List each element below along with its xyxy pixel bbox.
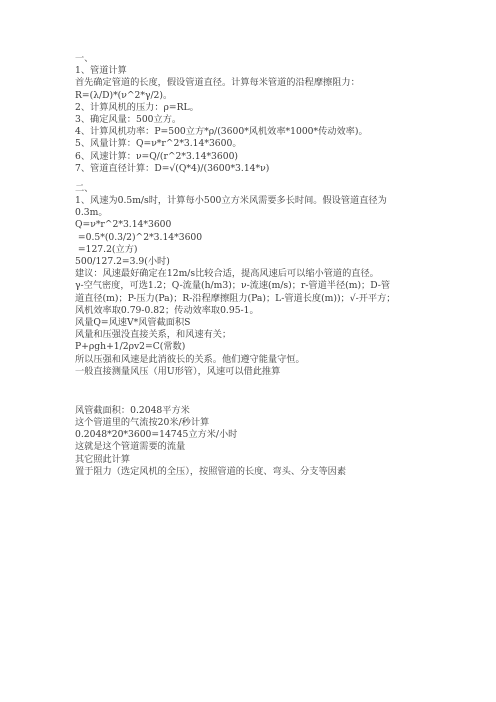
section1-heading: 一、	[75, 53, 94, 64]
section1-line: 7、管道直径计算：D=√(Q*4)/(3600*3.14*ν)	[75, 162, 270, 174]
section3-line: 置于阻力（选定风机的全压），按照管道的长度、弯头、分支等因素	[75, 465, 347, 477]
section3-line: 风管截面积：0.2048平方米	[75, 404, 190, 416]
section2-line: P+ρgh+1/2ρv2=C(常数)	[75, 341, 186, 353]
section3-line: 这就是这个管道需要的流量	[75, 441, 186, 453]
section1-line: 4、计算风机功率：P=500立方*ρ/(3600*风机效率*1000*传动效率)。	[75, 126, 368, 138]
section2-line: 500/127.2=3.9(小时)	[75, 256, 170, 267]
section3-line: 这个管道里的气流按20米/秒计算	[75, 417, 210, 429]
section1-line: 5、风量计算：Q=ν*r^2*3.14*3600。	[75, 138, 242, 150]
section1-line: R=(λ/D)*(ν^2*γ/2)。	[75, 89, 173, 101]
section2-line: 道直径(m)；P-压力(Pa)；R-沿程摩擦阻力(Pa)；L-管道长度(m))；√-开平方；	[75, 292, 396, 304]
section2-line: γ-空气密度，可选1.2；Q-流量(h/m3)；ν-流速(m/s)；r-管道半径(m)；D-管	[75, 280, 391, 292]
section1-line: 首先确定管道的长度，假设管道直径。计算每米管道的沿程摩擦阻力：	[75, 77, 360, 89]
spacer	[75, 175, 425, 183]
section1-line: 6、风速计算：ν=Q/(r^2*3.14*3600)	[75, 150, 239, 162]
section2-line: 风量和压强没直接关系，和风速有关；	[75, 329, 232, 341]
section2-line: =0.5*(0.3/2)^2*3.14*3600	[75, 231, 203, 243]
section3-line: 其它照此计算	[75, 453, 131, 465]
document-body	[75, 53, 425, 478]
section3-line: 0.2048*20*3600=14745立方米/小时	[75, 429, 238, 441]
section2-line: 所以压强和风速是此消彼长的关系。他们遵守能量守恒。	[75, 353, 305, 365]
section2-heading: 二、	[75, 182, 94, 194]
section1-line: 2、计算风机的压力：ρ=RL。	[75, 101, 199, 113]
section2-line: 1、风速为0.5m/s时，计算每小500立方米风需要多长时间。假设管道直径为	[75, 195, 387, 207]
section2-line: 0.3m。	[75, 207, 108, 219]
section1-line: 3、确定风量：500立方。	[75, 113, 182, 125]
section2-line: 风机效率取0.79-0.82；传动效率取0.95-1。	[75, 304, 259, 316]
section2-line: 一般直接测量风压（用U形管），风速可以借此推算	[75, 365, 281, 377]
section1-line: 1、管道计算	[75, 65, 127, 77]
spacer	[75, 378, 425, 405]
section2-line: =127.2(立方)	[75, 243, 138, 255]
section2-line: Q=ν*r^2*3.14*3600	[75, 219, 172, 231]
section2-line: 建议：风速最好确定在12m/s比较合适，提高风速后可以缩小管道的直径。	[75, 268, 379, 280]
section2-line: 风量Q=风速V*风管截面积S	[75, 316, 191, 328]
